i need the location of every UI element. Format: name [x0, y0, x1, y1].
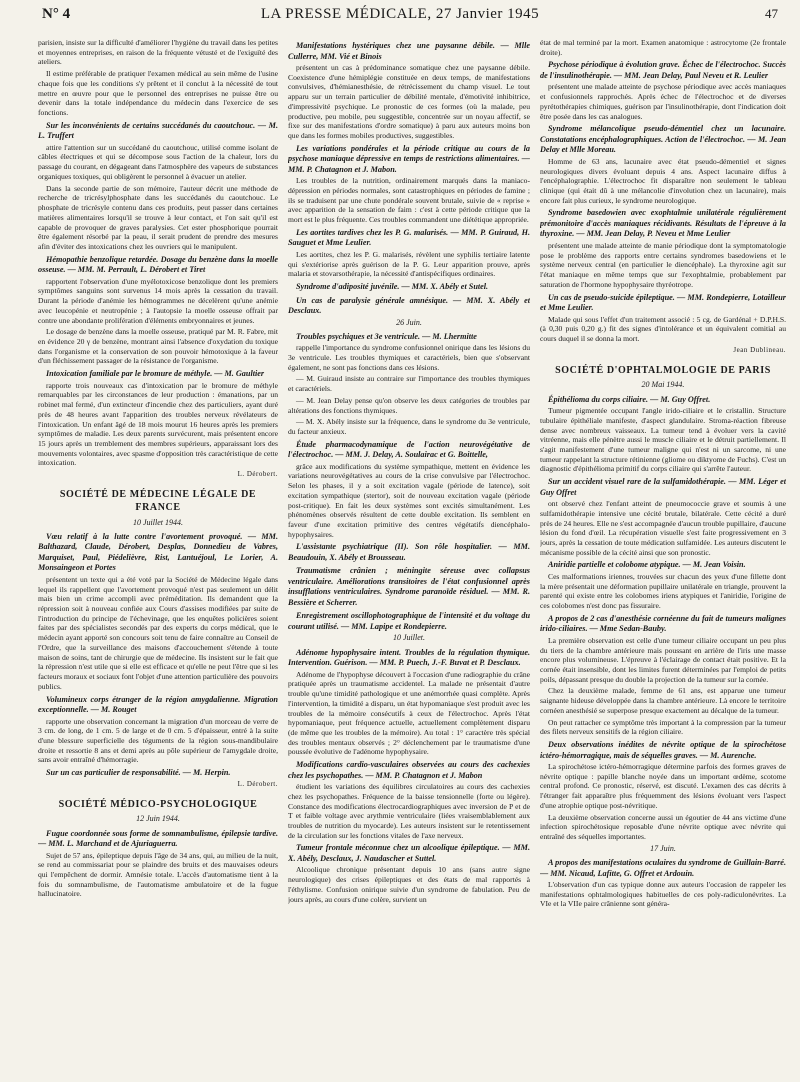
article-title: Un cas de paralysie générale amnésique. — MM. X. Abély et Desclaux.	[288, 295, 530, 315]
article-text: présentent une malade atteinte de psychose périodique avec accès maniaques et confusionnels rapprochés. Après échec de l'électrochoc et de diverses pyrétothérapies chimiques, guérison par l'insulinothérapie, dont l'indication doit être posée dans les cas analogues.	[540, 82, 786, 121]
session-date: 17 Juin.	[650, 843, 676, 853]
paragraph: Il estime préférable de pratiquer l'examen médical au sein même de l'usine chaque fois que les conditions s'y prêtent et il conclut à la nécessité de tout mettre en œuvre pour que le personnel des entreprises ne puisse être ou devenir dans la totale indépendance du médecin dans l'exercice de ses fonctions.	[38, 69, 278, 118]
article-title: Adénome hypophysaire intent. Troubles de la régulation thymique. Intervention. Guérison. — MM. P. Puech, J.-F. Buvat et P. Desclaux.	[288, 647, 530, 668]
section-heading: SOCIÉTÉ MÉDICO-PSYCHOLOGIQUE	[58, 798, 258, 810]
article-title: A propos des manifestations oculaires du syndrome de Guillain-Barré. — MM. Nicaud, Lafitte, G. Offret et Ardouin.	[540, 858, 786, 878]
author-signature: L. Dérobert.	[237, 470, 278, 479]
article-text: L'observation d'un cas typique donne aux auteurs l'occasion de rappeler les manifestations ophtalmologiques habituelles de ces poly-radiculonévrites. La VIe et la VIIe paire crânienne sont généra-	[540, 880, 786, 909]
article-title: Syndrome basedowien avec exophtalmie unilatérale régulièrement prémonitoire d'accès maniaques récidivants. Résultats de l'épreuve à la thyroxine. — MM. Jean Delay, P. Neveu et Mme Leulier	[540, 208, 786, 239]
session-date: 10 Juillet 1944.	[133, 517, 183, 527]
article-text: Ces malformations iriennes, trouvées sur chacun des yeux d'une fillette dont la mère présentait une déformation pupillaire unilatérale en triangle, prouvent la parenté qui existe entre les colobomes iriens atypiques et l'aniridie, l'origine de ces colobomes n'est donc pas fissuraire.	[540, 571, 786, 611]
page-header	[0, 6, 800, 30]
column-middle	[288, 38, 530, 1078]
article-text: étudient les variations des équilibres circulatoires au cours des cachexies chez les psychopathes. Fréquence de la baisse tensionnelle (forte ou légère). Constance des modifications électrocardiographiques avec inversion de P et de T et faible voltage avec arythmie ventriculaire (liées vraisemblablement aux troubles de nutrition du myocarde). Les auteurs insistent sur le retentissement de la circulation sur les fonctions vitales de l'axe nerveux.	[288, 782, 530, 840]
paragraph: — M. Jean Delay pense qu'on observe les deux catégories de troubles par altérations des fonctions thymiques.	[288, 395, 530, 415]
article-title: Épithélioma du corps ciliaire. — M. Guy Offret.	[548, 394, 711, 404]
article-text: attire l'attention sur un succédané du caoutchouc, utilisé comme isolant de câbles électriques et qui se décompose sous l'action de la chaleur, lors du passage du courant, en dégageant dans l'atmosphère des vapeurs de substances organiques toxiques, qui obligèrent le personnel à évacuer un atelier.	[38, 142, 278, 181]
article-title: L'assistante psychiatrique (II). Son rôle hospitalier. — MM. Beaudouin, X. Abély et Brousseau.	[288, 542, 530, 562]
paragraph: La deuxième observation concerne aussi un égoutier de 44 ans victime d'une infection spirochétosique reposable d'une névrite optique avec névrite qui entraîné des séquelles importantes.	[540, 812, 786, 842]
page-number: 47	[765, 6, 778, 21]
article-text: La première observation est celle d'une tumeur ciliaire occupant un peu plus du tiers de la chambre antérieure mais poussant en arrière de l'iris une masse encore plus volumineuse. L'épreuve à l'éclairage de contact était positive. Et la cornée était insensible, dont les limites furent déterminées par l'emploi de petits poils, dépassant presque du double la projection de la tumeur sur la cornée.	[540, 635, 786, 684]
article-title: A propos de 2 cas d'anesthésie cornéenne du fait de tumeurs malignes irido-ciliaires. — Mme Sedan-Bauby.	[540, 613, 786, 634]
article-title: Étude pharmacodynamique de l'action neurovégétative de l'électrochoc. — MM. J. Delay, A. Soulairac et G. Boittelle,	[288, 439, 530, 460]
article-title: Syndrome mélancolique pseudo-démentiel chez un lacunaire. Constatations encéphalographiques. Action de l'électrochoc. — M. Jean Delay et Mlle Moreau.	[540, 124, 786, 155]
session-date: 12 Juin 1944.	[136, 814, 180, 824]
article-text: rapporte trois nouveaux cas d'intoxication par le bromure de méthyle remarquables par les circonstances de leur production : émanations, par un robinet mal fermé, d'un extincteur d'incendie chez des particuliers, ayant duré près de 48 heures avant l'apparition des troubles nerveux révélateurs de l'intoxication. Un enfant âgé de 18 mois mourut 16 heures après les premiers symptômes de maladie. Les deux parents survécurent, mais présentent encore 15 jours après un tremblement des membres supérieurs, apparaissant lors des mouvements volontaires, avec spasme d'opposition très caractéristique de cette intoxication.	[38, 380, 278, 468]
article-title: Vœu relatif à la lutte contre l'avortement provoqué. — MM. Balthazard, Claude, Dérobert, Desplas, Donnedieu de Vabres, Marquiset, Paul, Piédelièvre, Rist, Lantuéjoul, Le Lorier, A. Monsaingeon et Portes	[38, 531, 278, 573]
article-text: La spirochétose ictéro-hémorragique détermine parfois des formes graves de névrite optique : papille blanche noyée dans un important œdème, scotome central profond. Ce pronostic, réservé, est discuté. L'examen des cas décrits à l'étranger fait apparaître plus fréquemment des lésions évoluant vers l'aspect d'une atrophie optique post-névritique.	[540, 762, 786, 810]
paragraph: Chez la deuxième malade, femme de 61 ans, est apparue une tumeur saignante hideuse développée dans la chambre antérieure. Là encore le territoire cornéen anesthésié se superpose presque exactement au décalque de la tumeur.	[540, 686, 786, 715]
article-title: Aniridie partielle et colobome atypique. — M. Jean Voisin.	[548, 560, 746, 570]
section-heading: SOCIÉTÉ D'OPHTALMOLOGIE DE PARIS	[555, 364, 771, 376]
column-right	[540, 38, 786, 1078]
column-left	[38, 38, 278, 1078]
session-date: 10 Juillet.	[393, 633, 425, 643]
article-title: Troubles psychiques et 3e ventricule. — M. Lhermitte	[296, 331, 477, 341]
author-signature: L. Dérobert.	[237, 779, 278, 788]
paragraph: parisien, insiste sur la difficulté d'améliorer l'hygiène du travail dans les petites et moyennes entreprises, en raison de la fréquente vétusté et de l'exiguïté des ateliers.	[38, 38, 278, 67]
article-text: présentent un cas à prédominance somatique chez une paysanne débile. Coexistence d'une hémiplégie constituée en deux temps, de manifestations convulsives, d'hémianesthésie, de rétrécissement du champ visuel. Le tout apparu sur un terrain particulier de débilité mentale, d'émotivité inhibitrice, d'impressivité psychique. Le pronostic de ces formes (où la malade, peu productive, peu mobile, peu suggestible, concentrée sur un noyau affectif, se fixe sur des manifestations d'ordre somatique) à paru aux auteurs moins bon que dans les formes mobiles productives, suggestibles.	[288, 63, 530, 141]
article-title: Sur les inconvénients de certains succédanés du caoutchouc. — M. L. Truffert	[38, 120, 278, 141]
article-title: Fugue coordonnée sous forme de somnambulisme, épilepsie tardive. — MM. L. Marchand et de Ajuriaguerra.	[38, 828, 278, 849]
article-title: Psychose périodique à évolution grave. Échec de l'électrochoc. Succès de l'insulinothérapie. — MM. Jean Delay, Paul Neveu et R. Leulier	[540, 60, 786, 80]
article-title: Sur un accident visuel rare de la sulfamidothérapie. — MM. Léger et Guy Offret	[540, 477, 786, 497]
article-text: Malade qui sous l'effet d'un traitement associé : 5 cg. de Gardénal + D.P.H.S. (à 0,30 puis 0,20 g.) fit des signes d'intolérance et un équivalent comitial au cours duquel il se donna la mort.	[540, 314, 786, 343]
article-title: Syndrome d'adiposité juvénile. — MM. X. Abély et Sutel.	[296, 282, 489, 291]
article-text: rapportent l'observation d'une myélotoxicose benzolique dont les premiers symptômes sanguins sont survenus 14 mois après la cessation du travail. Durant la période d'anémie les hémogrammes ne décelèrent qu'une anémie avec leucopénie et neutropénie ; à l'autopsie la moelle osseuse offrait par contre une abondante prolifération d'éléments embryonnaires et jeunes.	[38, 276, 278, 325]
article-text: Sujet de 57 ans, épileptique depuis l'âge de 34 ans, qui, au milieu de la nuit, se rend au commissariat pour se plaindre des bruits et des mauvaises odeurs qui l'empêchent de dormir. Amnésie totale. L'accès d'automatisme tient à la fois du somnambulisme, de l'automatisme ambulatoire et de la fugue hallucinatoire.	[38, 850, 278, 899]
article-text: présentent une malade atteinte de manie périodique dont la symptomatologie pose le problème des rapports entre certains syndromes basedowiens et le système nerveux central (en particulier le diencéphale). La thyroxine agit sur l'état maniaque en même temps que sur l'exophtalmie, probablement par saturation de l'hormone hypophysaire thyréotrope.	[540, 240, 786, 289]
article-text: Adénome de l'hypophyse découvert à l'occasion d'une radiographie du crâne pratiquée après un traumatisme accidentel. La malade ne présentait d'autre trouble qu'une timidité pathologique et une anémorrhée quasi complète. Après l'intervention, la timidité a disparu, un état hypomaniaque s'est produit avec les troubles de la mémoire consécutifs à ceux de l'électrochoc. Après l'état hypomaniaque, peut fréquence actuelle, actuellement complètement disparu (de même que les troubles de la mémoire). Au total : 1° caractère très spécial des troubles mentaux observés ; 2° déclenchement par le traumatisme d'une poussée évolutive de l'adénome hypophysaire.	[288, 669, 530, 757]
article-text: grâce aux modifications du système sympathique, mettent en évidence les variations neurovégétatives au cours de la crise convulsive par l'électrochoc. Selon les phases, il y a soit excitation vagale (période de latence), soit excitation sympathique (stertor), soit de nouveau excitation vagale (période post-critique). En fait les deux systèmes sont excités simultanément. Les phénomènes observés résultent de cette double excitation. Ils semblent en faveur d'une excitation primitive des centres végétatifs diencéphalo-hypophysaires.	[288, 461, 530, 539]
section-heading: SOCIÉTÉ DE MÉDECINE LÉGALE DE FRANCE	[59, 489, 257, 513]
article-text: Alcoolique chronique présentant depuis 10 ans (sans autre signe neurologique) des crises épileptiques et des états de mal rapportés à l'éthylisme. Confusion onirique suivie d'un syndrome de fabulation. Peu de jours après, au cours d'une colère, survient un	[288, 865, 530, 904]
article-title: Manifestations hystériques chez une paysanne débile. — Mlle Cullerre, MM. Vié et Binois	[288, 41, 530, 61]
article-text: Homme de 63 ans, lacunaire avec état pseudo-démentiel et signes neurologiques divers évoluant depuis 4 ans. Aspect lacunaire diffus à l'encéphalographie. L'électrochoc fit disparaître non seulement le tableau clinique (qui était dû à une mélancolie d'involution chez un lacunaire), mais encore fait plus curieux, le syndrome neurologique.	[540, 156, 786, 205]
article-title: Modifications cardio-vasculaires observées au cours des cachexies chez les psychopathes. — MM. P. Chatagnon et J. Mabon	[288, 760, 530, 780]
article-title: Les variations pondérales et la période critique au cours de la psychose maniaque dépressive en temps de restrictions alimentaires. — MM. P. Chatagnon et J. Mabon.	[288, 143, 530, 174]
session-date: 20 Mai 1944.	[641, 380, 685, 390]
author-signature: Jean Dublineau.	[733, 345, 786, 354]
paragraph: Dans la seconde partie de son mémoire, l'auteur décrit une méthode de recherche de tricrésylphosphate dans les succédanés du caoutchouc. Le phosphate de tricrésyle contenu dans ces produits, peut passer dans certaines matières alimentaires lorsqu'il se trouve à leur contact, et l'on sait qu'il est capable de provoquer de graves paralysies. Cet ester phosphorique pourrait être également résorbé par la peau, il serait prudent de prendre des mesures afin d'éviter des intoxications chez les ouvriers qui le manipulent.	[38, 183, 278, 251]
article-text: rapporte une observation concernant la migration d'un morceau de verre de 3 cm. de long, de 1 cm. 5 de large et de 0 cm. 5 d'épaisseur, entré à la suite d'une blessure superficielle des téguments de la région sous-mandibulaire droite et ressortie 8 ans et demi après au pôle supérieur de l'amygdale droite, sans avoir entraîné d'hémorragie.	[38, 716, 278, 765]
article-text: Les troubles de la nutrition, ordinairement marqués dans la maniaco-dépression en périodes normales, sont catastrophiques en périodes de famine ; ils se traduisent par une chute pondérale souvent brutale, suivie de « reprise » avec apparition de la sensation de faim : c'est à cette période critique que la mort est le plus fréquente. Ces troubles commandent une diététique appropriée.	[288, 176, 530, 225]
paragraph: — M. Guiraud insiste au contraire sur l'importance des troubles thymiques et caractériels.	[288, 374, 530, 394]
article-title: Sur un cas particulier de responsabilité. — M. Herpin.	[46, 768, 231, 778]
article-title: Les aortites tardives chez les P. G. malarisés. — MM. P. Guiraud, H. Sauguet et Mme Leulier.	[288, 227, 530, 248]
article-title: Intoxication familiale par le bromure de méthyle. — M. Gaultier	[46, 369, 265, 379]
article-title: Deux observations inédites de névrite optique de la spirochétose ictéro-hémorragique, mais de séquelles graves. — M. Aurenche.	[540, 740, 786, 760]
article-title: Un cas de pseudo-suicide épileptique. — MM. Rondepierre, Lotailleur et Mme Leulier.	[540, 292, 786, 312]
article-text: Tumeur pigmentée occupant l'angle irido-ciliaire et le cristallin. Structure tubulaire épithéliale manifeste, d'aspect glandulaire. Stroma-réaction fibreuse dense avec nombreux vaisseaux. La tumeur tend à évoluer vers la cavité vitréenne, mais elle pénètre aussi le muscle ciliaire et le détruit partiellement. Il s'agit manifestement d'une tumeur maligne qui n'est ni un sarcome, ni une tumeur rappelant la structure rétinienne (gliome ou diktyome de Fuchs). C'est un diagnostic d'épithélioma primitif du corps ciliaire qui s'arrête l'auteur.	[540, 406, 786, 474]
paragraph: — M. X. Abély insiste sur la fréquence, dans le syndrome du 3e ventricule, du facteur anxieux.	[288, 417, 530, 436]
article-text: présentent un texte qui a été voté par la Société de Médecine légale dans lequel ils rappellent que l'avortement provoqué n'est pas seulement un délit mais bien un crime accompli avec préméditation. Ils demandent que la répression soit à nouveau confiée aux Cours d'assises modifiées par suite de l'introduction du principe de l'échevinage, que les enquêtes policières soient faites par des spécialistes secondés par des experts du corps médical, que le médecin ayant apporté son concours soit tenu de faire connaître au Conseil de l'Ordre, que la surveillance des maisons d'accouchement s'étende à toute maison de soins, tant de chirurgie que de médecine. Ils insistent sur le fait que la répression n'est utile que si elle est efficace et qu'elle ne peut l'être que si les facteurs moraux et sociaux font l'objet d'une attention particulière des pouvoirs publics.	[38, 574, 278, 691]
issue-number: N° 4	[42, 6, 71, 22]
paragraph: On peut rattacher ce symptôme très important à la compression par la tumeur des filets nerveux sensitifs de la région ciliaire.	[540, 717, 786, 737]
article-text: ont observé chez l'enfant atteint de pneumococcie grave et soumis à une sulfamidothérapie intensive une cécité brutale, bilatérale. Cette cécité a duré près de 24 heures. Elle ne s'est accompagnée d'aucun trouble pupillaire, d'aucune lésion du fond d'œil. La récupération visuelle s'est faite progressivement en 3 jours, après la cessation de toute médication sulfamidée. Les auteurs discutent le mécanisme possible de la cécité ainsi que son pronostic.	[540, 499, 786, 557]
paragraph: Le dosage de benzène dans la moelle osseuse, pratiqué par M. R. Fabre, mit en évidence 20 γ de benzène, montrant ainsi l'absence d'oxydation du toxique dans l'organisme et la conservation de son pouvoir hémotoxique à la faveur d'un fléchissement passager de la résistance de l'organisme.	[38, 327, 278, 366]
article-text: Les aortites, chez les P. G. malarisés, révèlent une syphilis tertiaire latente qui s'extériorise après guérison de la P. G. Leur apparition prouve, après malaria et stovarsothérapie, la nécessité d'antispécifiques ordinaires.	[288, 249, 530, 279]
article-title: Traumatisme crânien ; méningite séreuse avec collapsus ventriculaire. Améliorations transitoires de l'état confusionnel après insufflations ventriculaires. Syndrome paranoïde résiduel. — MM. R. Bessière et Scherrer.	[288, 566, 530, 607]
session-date: 26 Juin.	[396, 317, 422, 327]
article-text: rappelle l'importance du syndrome confusionnel onirique dans les lésions du 3e ventricule. Les troubles thymiques et caractériels, bien que s'observant également, ne sont pas fonctions dans ces lésions.	[288, 343, 530, 372]
journal-title: LA PRESSE MÉDICALE, 27 Janvier 1945	[260, 6, 540, 22]
article-title: Enregistrement oscillophotographique de l'intensité et du voltage du courant utilisé. — MM. Lapipe et Rondepierre.	[288, 611, 530, 631]
article-title: Tumeur frontale méconnue chez un alcoolique épileptique. — MM. X. Abély, Desclaux, J. Naudascher et Suttel.	[288, 843, 530, 863]
article-title: Hémopathie benzolique retardée. Dosage du benzène dans la moelle osseuse. — MM. M. Perrault, L. Dérobert et Tiret	[38, 254, 278, 275]
article-title: Volumineux corps étranger de la région amygdalienne. Migration exceptionnelle. — M. Rouget	[38, 694, 278, 714]
paragraph: état de mal terminé par la mort. Examen anatomique : astrocytome (2e frontale droite).	[540, 38, 786, 57]
